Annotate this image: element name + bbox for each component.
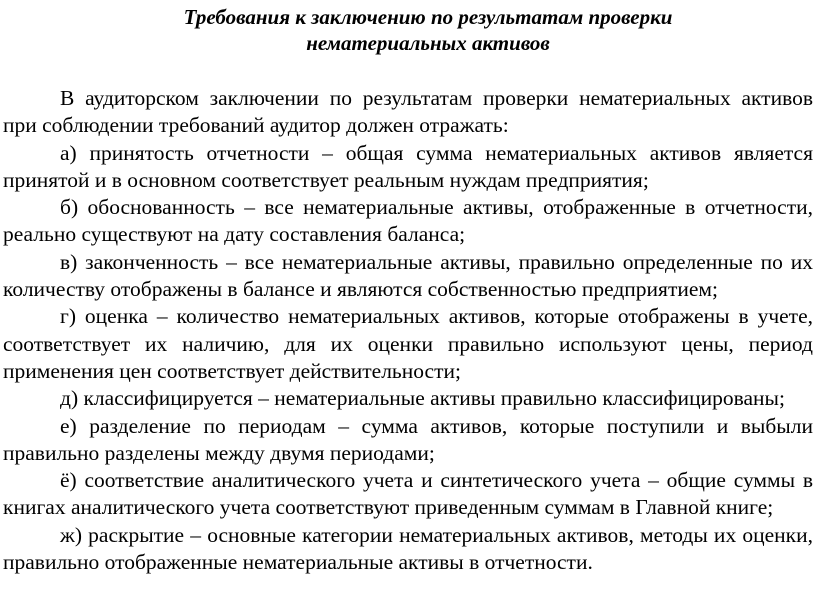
item-g-valuation: г) оценка – количество нематериальных активов, которые отображены в учете, соответствует их наличию, для их оценки правильно используют цены, период применения цен соответствует действительности; [3,304,813,383]
item-b-validity: б) обоснованность – все нематериальные активы, отображенные в отчетности, реально существуют на дату составления баланса; [3,195,813,247]
title-line-2: нематериальных активов [306,31,550,55]
item-yo-ledger-reconciliation: ё) соответствие аналитического учета и синтетического учета – общие суммы в книгах аналитического учета соответствуют приведенным суммам в Главной книге; [3,468,813,520]
document-body [3,85,813,576]
item-d-classification: д) классифицируется – нематериальные активы правильно классифицированы; [60,386,785,411]
item-zh-disclosure: ж) раскрытие – основные категории нематериальных активов, методы их оценки, правильно отображенные нематериальные активы в отчетности. [3,522,813,575]
document-title [3,4,813,56]
item-a-acceptance: а) принятость отчетности – общая сумма нематериальных активов является принятой и в основном соответствует реальным нуждам предприятия; [3,140,813,192]
title-line-1: Требования к заключению по результатам проверки [183,5,673,29]
item-e-period-cutoff: е) разделение по периодам – сумма активов, которые поступили и выбыли правильно разделены между двумя периодами; [3,413,813,465]
intro-paragraph: В аудиторском заключении по результатам проверки нематериальных активов при соблюдении требований аудитор должен отражать: [3,86,813,138]
item-v-completeness: в) законченность – все нематериальные активы, правильно определенные по их количеству отображены в балансе и являются собственностью предприятием; [3,249,813,302]
